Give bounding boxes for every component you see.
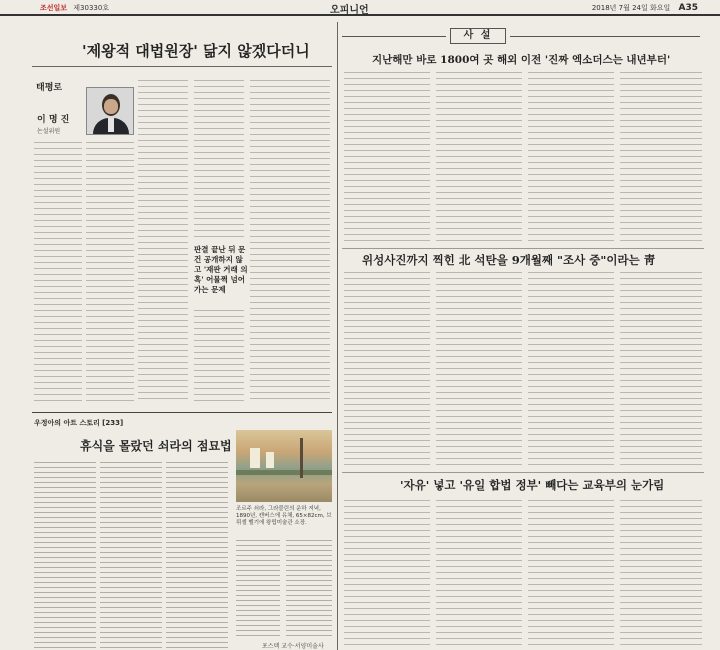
art-text-2 [100, 462, 162, 650]
author-name: 이 명 진 [37, 115, 70, 125]
editorial-label-box [450, 28, 506, 44]
editorial-label: 사 설 [463, 30, 493, 41]
column-text-5 [194, 310, 244, 404]
ed3-text-2 [436, 500, 522, 650]
editorial-headline-2: 위성사진까지 찍힌 北 석탄을 9개월째 "조사 중"이라는 靑 [362, 253, 656, 267]
ed2-text-2 [436, 272, 522, 468]
ed3-text-3 [528, 500, 614, 650]
ed3-text-4 [620, 500, 702, 650]
art-headline: 휴식을 몰랐던 쇠라의 점묘법 [80, 439, 232, 453]
art-text-4 [236, 540, 280, 640]
ed2-text-1 [344, 272, 430, 468]
art-text-5 [286, 540, 332, 640]
column-headline: '제왕적 대법원장' 닮지 않겠다더니 [82, 42, 310, 60]
issue-date: 2018년 7월 24일 화요일 [591, 4, 671, 12]
ed2-text-4 [620, 272, 702, 468]
ed1-text-2 [436, 72, 522, 244]
column-subhead: 판결 끝난 뒤 문건 공개하지 않고 '재판 거래 의혹' 어물쩍 넘어가는 문제 [194, 245, 248, 294]
painting-caption: 조르주 쇠라, 그라블린의 운하 저녁, 1890년, 캔버스에 유채, 65×82cm, 브뤼셀 벨기에 왕립미술관 소장. [236, 506, 332, 526]
art-text-3 [166, 462, 228, 650]
art-text-1 [34, 462, 96, 650]
page-header [0, 0, 720, 16]
column-text-3 [138, 80, 188, 404]
page-number: A35 [678, 3, 698, 13]
date-page [592, 3, 698, 13]
ed2-text-3 [528, 272, 614, 468]
ed1-text-4 [620, 72, 702, 244]
editorial-headline-3: '자유' 넣고 '유일 합법 정부' 빼다는 교육부의 눈가림 [400, 478, 665, 492]
seurat-painting [236, 430, 332, 502]
column-text-2 [86, 142, 134, 404]
section-title: 오피니언 [330, 5, 369, 16]
art-series: 우정아의 아트 스토리 [233] [34, 419, 124, 427]
ed1-text-3 [528, 72, 614, 244]
column-text-6 [250, 80, 330, 404]
ed1-text-1 [344, 72, 430, 244]
column-desk: 태평로 [36, 83, 63, 93]
art-byline: 포스텍 교수·서양미술사 [262, 643, 324, 650]
ed3-text-1 [344, 500, 430, 650]
paper-name: 조선일보 [40, 4, 68, 12]
editorial-headline-1: 지난해만 바로 1800여 곳 해외 이전 '진짜 엑소더스는 내년부터' [372, 54, 671, 66]
column-text-4 [194, 80, 244, 240]
paper-info [40, 3, 109, 13]
author-role: 논설위원 [37, 128, 61, 135]
issue-number: 제30330호 [73, 4, 110, 12]
author-photo [86, 87, 134, 135]
column-text-1 [34, 142, 82, 404]
